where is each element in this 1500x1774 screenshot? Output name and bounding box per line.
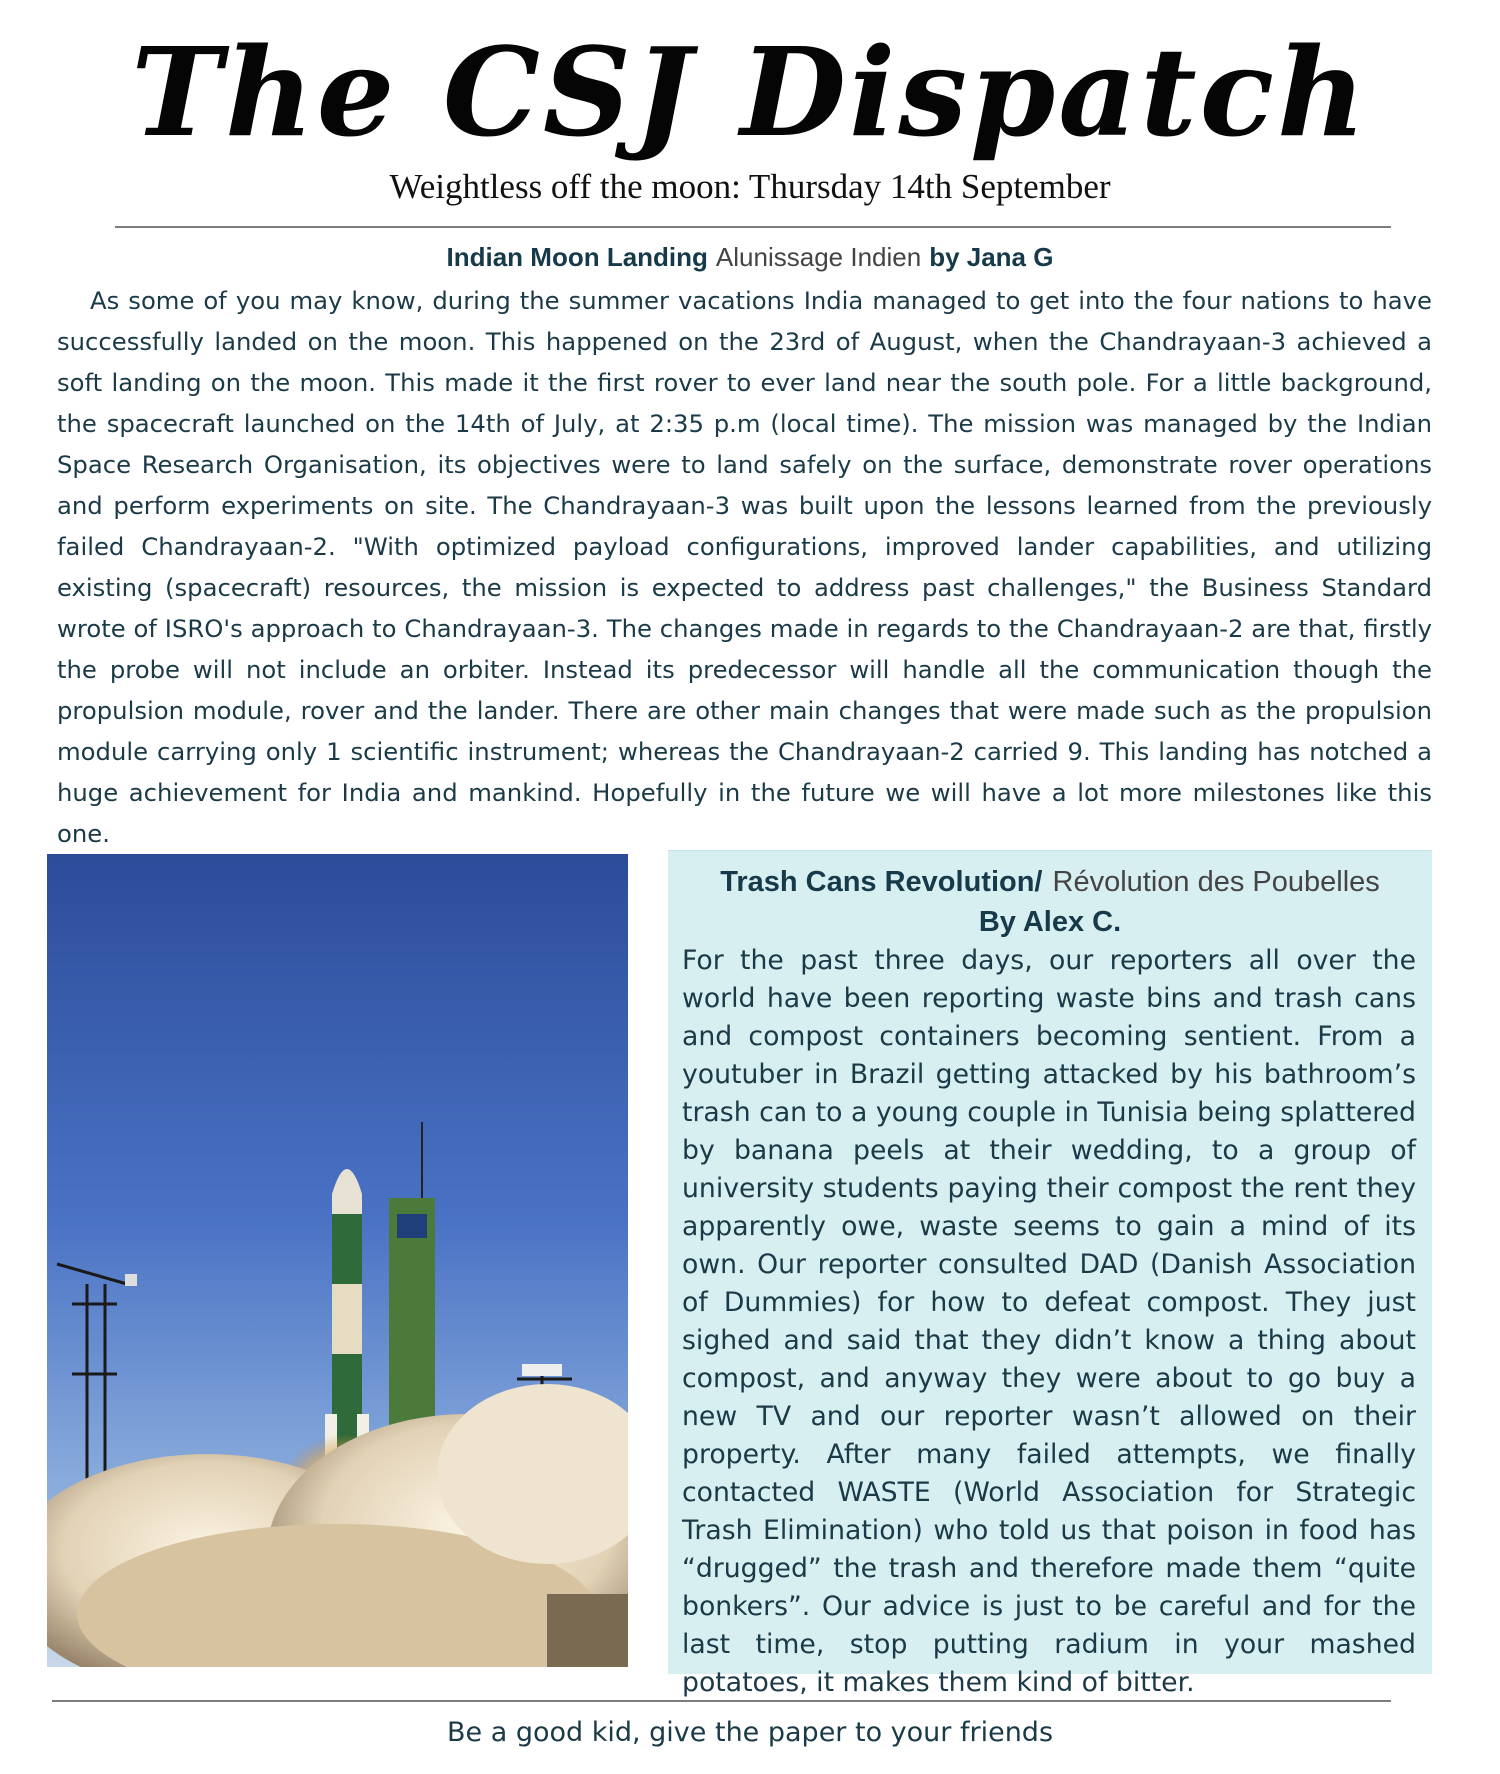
article1-byline: by Jana G [929, 242, 1054, 272]
article2-box [668, 850, 1432, 1698]
article1-subtitle: Alunissage Indien [715, 242, 922, 272]
article1-body: As some of you may know, during the summer vacations India managed to get into the four nations to have successfully landed on the moon. This happened on the 23rd of August, when the Chandrayaan-3 achieved a soft landing on the moon. This made it the first rover to ever land near the south pole. For a little background, the spacecraft launched on the 14th of July, at 2:35 p.m (local time). The mission was managed by the Indian Space Research Organisation, its objectives were to land safely on the surface, demonstrate rover operations and perform experiments on site. The Chandrayaan-3 was built upon the lessons learned from the previously failed Chandrayaan-2. "With optimized payload configurations, improved lander capabilities, and utilizing existing (spacecraft) resources, the mission is expected to address past challenges," the Business Standard wrote of ISRO's approach to Chandrayaan-3. The changes made in regards to the Chandrayaan-2 are that, firstly the probe will not include an orbiter. Instead its predecessor will handle all the communication though the propulsion module, rover and the lander. There are other main changes that were made such as the propulsion module carrying only 1 scientific instrument; whereas the Chandrayaan-2 carried 9. This landing has notched a huge achievement for India and mankind. Hopefully in the future we will have a lot more milestones like this one. [57, 286, 1432, 848]
article2-subtitle: Révolution des Poubelles [1052, 866, 1380, 898]
article2-header [668, 863, 1432, 901]
bottom-divider [52, 1700, 1391, 1702]
top-divider [115, 226, 1391, 228]
masthead-title: The CSJ Dispatch [131, 20, 1369, 164]
dateline: Weightless off the moon: Thursday 14th September [389, 167, 1111, 206]
article1-title: Indian Moon Landing [446, 242, 708, 272]
article1-header [0, 238, 1500, 276]
footer-text: Be a good kid, give the paper to your friends [446, 1717, 1054, 1748]
article2-body: For the past three days, our reporters all over the world have been reporting waste bins and trash cans and compost containers becoming sentient. From a youtuber in Brazil getting attacked by his bathroom’s trash can to a young couple in Tunisia being splattered by banana peels at their wedding, to a group of university students paying their compost the rent they apparently owe, waste seems to gain a mind of its own. Our reporter consulted DAD (Danish Association of Dummies) for how to defeat compost. They just sighed and said that they didn’t know a thing about compost, and anyway they were about to go buy a new TV and our reporter wasn’t allowed on their property. After many failed attempts, we finally contacted WASTE (World Association for Strategic Trash Elimination) who told us that poison in food has “drugged” the trash and therefore made them “quite bonkers”. Our advice is just to be careful and for the last time, stop putting radium in your mashed potatoes, it makes them kind of bitter. [682, 945, 1416, 1698]
article2-title: Trash Cans Revolution/ [720, 866, 1043, 898]
rocket-launch-photo [47, 854, 628, 1667]
article2-byline: By Alex C. [978, 906, 1122, 938]
